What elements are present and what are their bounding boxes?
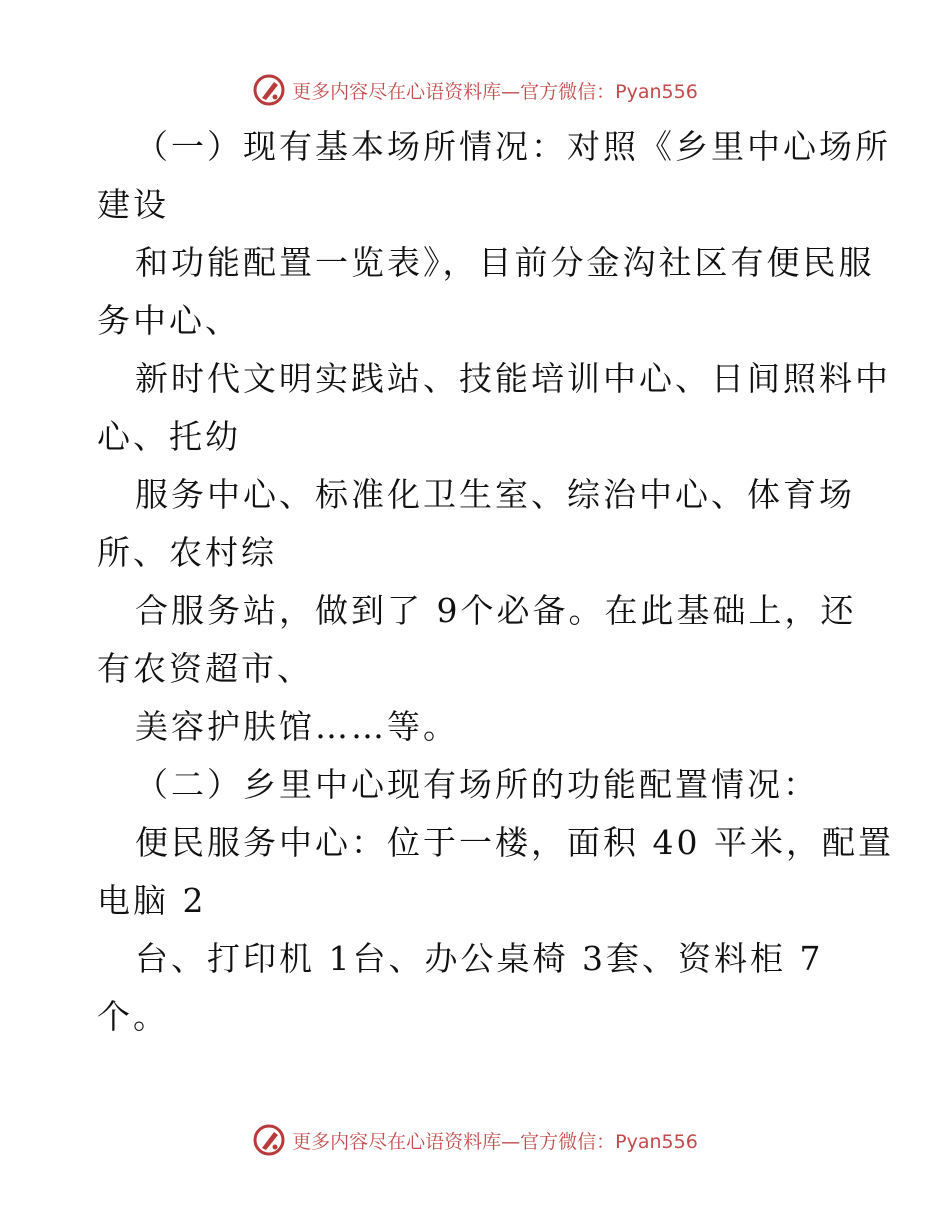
text-line: 务中心、	[97, 301, 241, 340]
text-line: 个。	[97, 997, 169, 1036]
footer-banner-content	[252, 1123, 698, 1157]
footer-banner-text: 更多内容尽在心语资料库—官方微信：Pyan556	[292, 1130, 698, 1153]
footer-banner	[0, 1120, 950, 1160]
header-banner	[0, 70, 950, 110]
text-line: 和功能配置一览表》，目前分金沟社区有便民服	[135, 243, 875, 282]
pen-logo-icon	[252, 73, 286, 107]
text-line: （二）乡里中心现有场所的功能配置情况：	[135, 765, 819, 804]
header-banner-text: 更多内容尽在心语资料库—官方微信：Pyan556	[292, 80, 698, 103]
text-line: 新时代文明实践站、技能培训中心、日间照料中	[135, 359, 891, 398]
text-line: 便民服务中心：位于一楼，面积 40 平米，配置	[135, 823, 894, 862]
text-line: 建设	[97, 185, 169, 224]
text-line: 心、托幼	[97, 417, 241, 456]
text-line: （一）现有基本场所情况：对照《乡里中心场所	[135, 127, 891, 166]
text-line: 有农资超市、	[97, 649, 313, 688]
text-line: 电脑 2	[97, 881, 207, 920]
text-line: 合服务站，做到了 9个必备。在此基础上，还	[135, 591, 857, 630]
text-line: 台、打印机 1台、办公桌椅 3套、资料柜 7	[135, 939, 824, 978]
text-line: 美容护肤馆……等。	[135, 707, 459, 746]
document-body	[97, 118, 894, 1046]
pen-logo-icon	[252, 1123, 286, 1157]
header-banner-content	[252, 73, 698, 107]
text-line: 服务中心、标准化卫生室、综治中心、体育场	[135, 475, 855, 514]
text-line: 所、农村综	[97, 533, 277, 572]
